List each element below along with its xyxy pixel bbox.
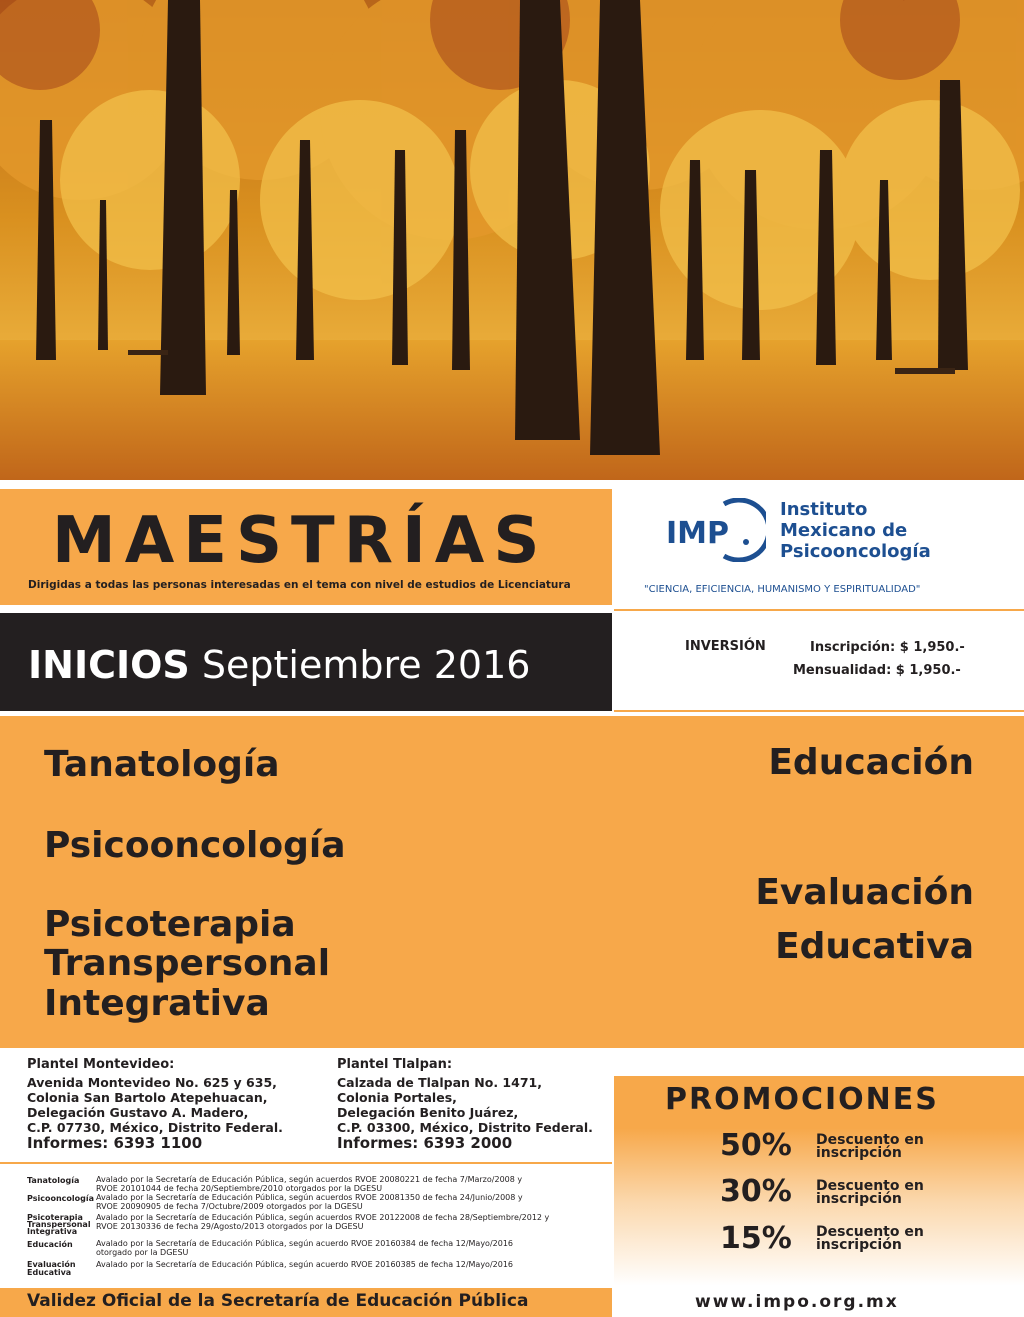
- campus-montevideo-title: Plantel Montevideo:: [27, 1057, 175, 1072]
- website-link[interactable]: www.impo.org.mx: [695, 1292, 899, 1312]
- campus-tlalpan-address: Calzada de Tlalpan No. 1471,: [337, 1075, 542, 1090]
- rvoe-desc: RVOE 20130336 de fecha 29/Agosto/2013 otorgados por la DGESU: [96, 1222, 364, 1231]
- rvoe-desc: Avalado por la Secretaría de Educación Pública, según acuerdo RVOE 20160385 de fecha 12/Mayo/2016: [96, 1260, 513, 1269]
- rvoe-desc: Avalado por la Secretaría de Educación Pública, según acuerdos RVOE 20080221 de fecha 7/Marzo/2008 y: [96, 1175, 523, 1184]
- rvoe-program: Educativa: [27, 1268, 72, 1277]
- program-evaluacion-line2: Educativa: [775, 926, 974, 967]
- rvoe-desc: Avalado por la Secretaría de Educación Pública, según acuerdos RVOE 20122008 de fecha 28/Septiembre/2012 y: [96, 1213, 550, 1222]
- autumn-forest-photo: [0, 0, 1024, 480]
- page-title: MAESTRÍAS: [52, 504, 549, 578]
- rvoe-desc: otorgado por la DGESU: [96, 1248, 189, 1257]
- promo-desc: Descuento en: [816, 1178, 924, 1194]
- program-psicooncologia: Psicooncología: [44, 825, 346, 866]
- logo-abbr: IMP: [666, 516, 730, 551]
- inversion-mensualidad: Mensualidad: $ 1,950.-: [793, 663, 961, 678]
- rvoe-desc: Avalado por la Secretaría de Educación Pública, según acuerdo RVOE 20160384 de fecha 12/Mayo/2016: [96, 1239, 513, 1248]
- rvoe-program: Psicoterapia: [27, 1213, 83, 1222]
- imp-logo: [666, 498, 766, 562]
- rvoe-desc: RVOE 20101044 de fecha 20/Septiembre/2010 otorgados por la DGESU: [96, 1184, 383, 1193]
- rvoe-program: Educación: [27, 1240, 73, 1249]
- rvoe-program: Evaluación: [27, 1260, 76, 1269]
- campus-tlalpan-address: Colonia Portales,: [337, 1090, 457, 1105]
- program-educacion: Educación: [768, 742, 974, 783]
- validez-text: Validez Oficial de la Secretaría de Educación Pública: [27, 1291, 529, 1311]
- program-evaluacion-line1: Evaluación: [755, 872, 974, 913]
- promo-desc: Descuento en: [816, 1224, 924, 1240]
- promo-percent: 50%: [720, 1128, 792, 1163]
- campus-tlalpan-address: C.P. 03300, México, Distrito Federal.: [337, 1120, 593, 1135]
- rvoe-program: Transpersonal: [27, 1220, 91, 1229]
- promo-percent: 30%: [720, 1174, 792, 1209]
- rvoe-program: Integrativa: [27, 1227, 78, 1236]
- institute-name-line3: Psicooncología: [780, 541, 931, 562]
- divider: [614, 609, 1024, 611]
- promo-percent: 15%: [720, 1221, 792, 1256]
- inicios-label: INICIOS: [28, 643, 190, 687]
- campus-montevideo-address: Avenida Montevideo No. 625 y 635,: [27, 1075, 277, 1090]
- promo-desc: inscripción: [816, 1145, 902, 1161]
- inversion-inscripcion: Inscripción: $ 1,950.-: [810, 640, 965, 655]
- program-psicoterapia-line3: Integrativa: [44, 983, 270, 1024]
- campus-tlalpan-address: Delegación Benito Juárez,: [337, 1105, 519, 1120]
- promo-desc: Descuento en: [816, 1132, 924, 1148]
- institute-name-line1: Instituto: [780, 499, 868, 520]
- promo-desc: inscripción: [816, 1191, 902, 1207]
- program-psicoterapia-line1: Psicoterapia: [44, 904, 296, 945]
- rvoe-desc: RVOE 20090905 de fecha 7/Octubre/2009 otorgados por la DGESU: [96, 1202, 363, 1211]
- rvoe-desc: Avalado por la Secretaría de Educación Pública, según acuerdos RVOE 20081350 de fecha 24/Junio/2008 y: [96, 1193, 523, 1202]
- program-psicoterapia-line2: Transpersonal: [44, 943, 331, 984]
- institute-name-line2: Mexicano de: [780, 520, 908, 541]
- program-tanatologia: Tanatología: [44, 744, 280, 785]
- rvoe-program: Tanatología: [27, 1176, 80, 1185]
- inicios-date: Septiembre 2016: [201, 643, 531, 687]
- campus-montevideo-address: C.P. 07730, México, Distrito Federal.: [27, 1120, 283, 1135]
- campus-montevideo-address: Delegación Gustavo A. Madero,: [27, 1105, 249, 1120]
- promo-desc: inscripción: [816, 1237, 902, 1253]
- divider: [0, 1162, 612, 1164]
- start-date: [28, 640, 530, 690]
- campus-montevideo-address: Colonia San Bartolo Atepehuacan,: [27, 1090, 268, 1105]
- divider: [614, 710, 1024, 712]
- page-subtitle: Dirigidas a todas las personas interesadas en el tema con nivel de estudios de Licenciatura: [28, 579, 571, 591]
- campus-tlalpan-title: Plantel Tlalpan:: [337, 1057, 453, 1072]
- inversion-label: INVERSIÓN: [685, 639, 766, 654]
- promotions-title: PROMOCIONES: [665, 1082, 939, 1117]
- rvoe-program: Psicooncología: [27, 1194, 94, 1203]
- motto: "CIENCIA, EFICIENCIA, HUMANISMO Y ESPIRITUALIDAD": [644, 584, 921, 595]
- campus-montevideo-phone: Informes: 6393 1100: [27, 1134, 203, 1152]
- campus-tlalpan-phone: Informes: 6393 2000: [337, 1134, 513, 1152]
